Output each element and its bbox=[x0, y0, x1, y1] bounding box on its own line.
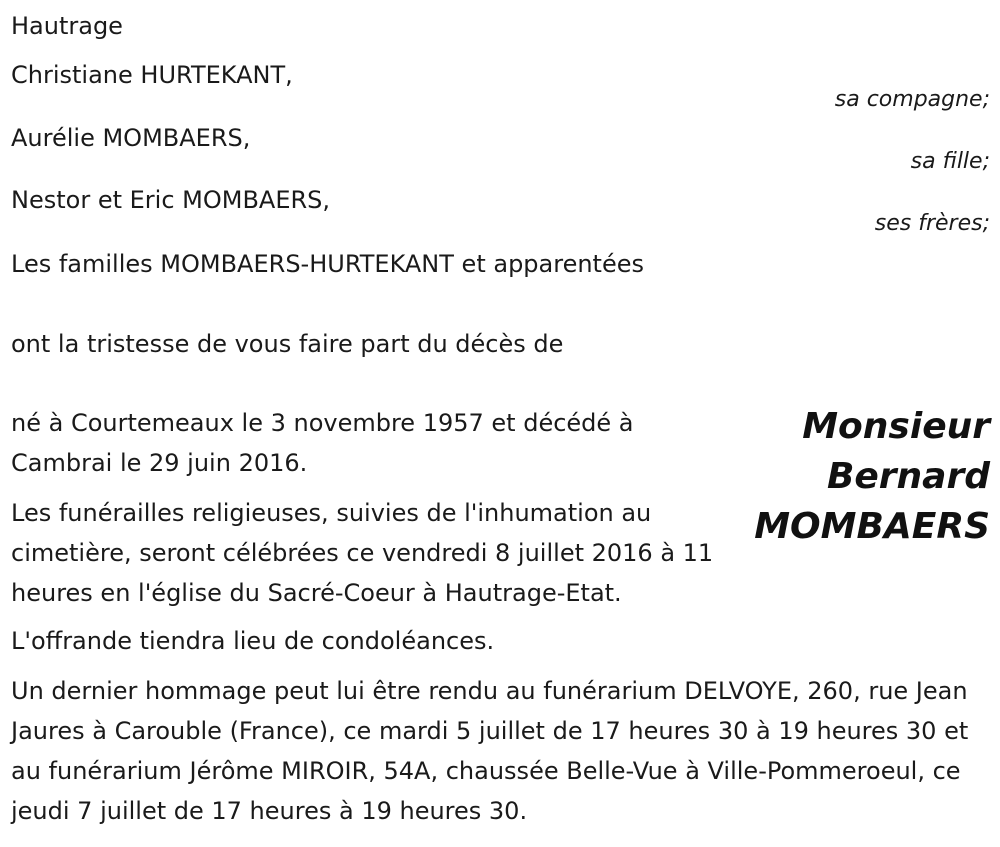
tribute-paragraph: Un dernier hommage peut lui être rendu au funérarium DELVOYE, 260, rue Jean Jaures à Carouble (France), ce mardi 5 juillet de 17 heures 30 à 19 heures 30 et au funérarium Jérôme MIROIR, 54A, chaussée Belle-Vue à Ville-Pommeroeul, ce jeudi 7 juillet de 17 heures à 19 heures 30. bbox=[11, 677, 969, 825]
deceased-title: Monsieur bbox=[802, 406, 990, 447]
place-heading: Hautrage bbox=[11, 12, 123, 40]
deceased-last-name: MOMBAERS bbox=[754, 506, 990, 547]
family-member-name: Christiane HURTEKANT, bbox=[11, 61, 293, 89]
family-member-relation: sa compagne; bbox=[834, 87, 990, 112]
announcement-text: ont la tristesse de vous faire part du décès de bbox=[11, 330, 564, 358]
deceased-first-name: Bernard bbox=[826, 456, 990, 497]
funeral-paragraph: Les funérailles religieuses, suivies de l'inhumation au cimetière, seront célébrées ce vendredi 8 juillet 2016 à 11 heures en l'église du Sacré-Coeur à Hautrage-Etat. bbox=[11, 499, 714, 607]
family-member-relation: ses frères; bbox=[874, 211, 990, 236]
family-member-name: Aurélie MOMBAERS, bbox=[11, 124, 251, 152]
condolences-paragraph: L'offrande tiendra lieu de condoléances. bbox=[11, 627, 495, 655]
birth-death-paragraph: né à Courtemeaux le 3 novembre 1957 et décédé à Cambrai le 29 juin 2016. bbox=[11, 409, 634, 477]
family-member-relation: sa fille; bbox=[910, 149, 990, 174]
extended-family: Les familles MOMBAERS-HURTEKANT et apparentées bbox=[11, 250, 644, 278]
deceased-name bbox=[754, 402, 990, 552]
family-member-name: Nestor et Eric MOMBAERS, bbox=[11, 186, 331, 214]
